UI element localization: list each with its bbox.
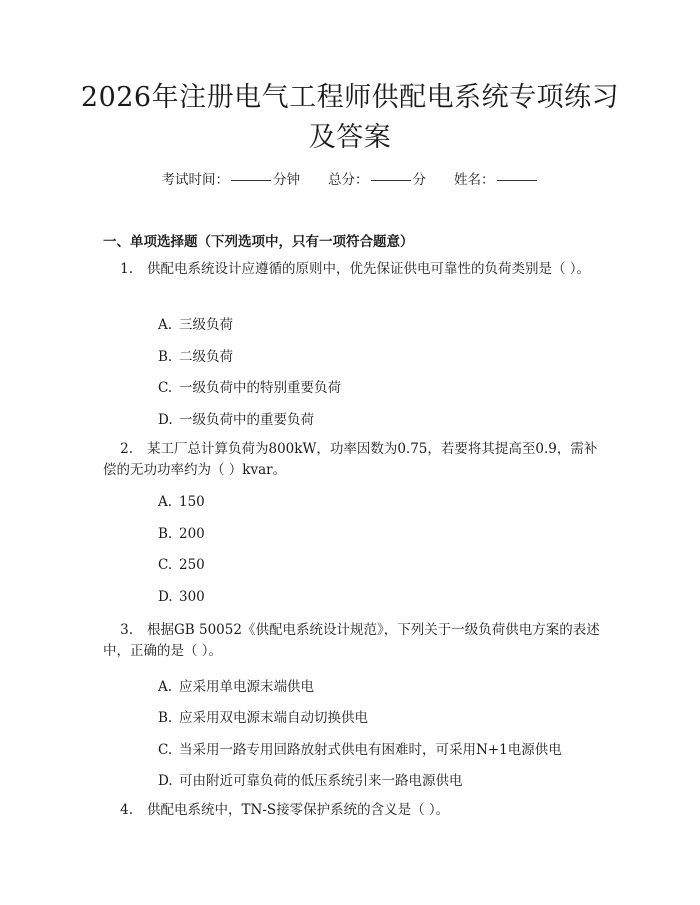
document-title <box>80 78 620 158</box>
student-name-blank <box>497 180 537 181</box>
question-3-option-a <box>158 675 314 695</box>
total-score-unit: 分 <box>412 172 426 188</box>
title-line-2: 及答案 <box>308 122 392 153</box>
option-letter: B. <box>158 526 173 542</box>
option-text: 200 <box>179 526 205 542</box>
option-text: 应采用双电源末端自动切换供电 <box>179 710 368 726</box>
option-letter: D. <box>158 773 173 789</box>
question-number: 3. <box>120 622 133 638</box>
option-text: 二级负荷 <box>179 349 233 365</box>
question-number: 2. <box>120 441 133 457</box>
option-letter: B. <box>158 710 173 726</box>
option-text: 150 <box>179 494 205 510</box>
exam-time-unit: 分钟 <box>273 172 300 188</box>
total-score <box>328 168 426 188</box>
section-heading: 一、单项选择题（下列选项中，只有一项符合题意） <box>103 234 414 250</box>
question-1-option-c <box>158 376 341 396</box>
question-3-option-b <box>158 706 368 726</box>
option-letter: C. <box>158 742 173 758</box>
option-text: 300 <box>179 589 205 605</box>
question-text: 根据GB 50052《供配电系统设计规范》，下列关于一级负荷供电方案的表述中，正确的是（ ）。 <box>103 622 600 659</box>
exam-time-label: 考试时间： <box>161 172 229 188</box>
option-text: 三级负荷 <box>179 317 233 333</box>
option-letter: A. <box>158 317 173 333</box>
student-name-label: 姓名： <box>454 172 495 188</box>
option-letter: D. <box>158 412 173 428</box>
exam-time <box>162 168 301 188</box>
question-2-option-c <box>158 557 205 573</box>
option-letter: C. <box>158 380 173 396</box>
question-1 <box>103 259 600 280</box>
question-1-option-d <box>158 408 314 428</box>
question-text: 供配电系统中，TN-S接零保护系统的含义是（ ）。 <box>147 802 450 818</box>
total-score-label: 总分： <box>328 172 369 188</box>
total-score-blank <box>371 180 411 181</box>
question-1-option-b <box>158 345 233 365</box>
question-2-option-a <box>158 494 205 510</box>
option-text: 一级负荷中的重要负荷 <box>179 412 314 428</box>
option-letter: A. <box>158 679 173 695</box>
question-3 <box>103 620 600 662</box>
option-letter: C. <box>158 557 173 573</box>
question-3-option-c <box>158 738 562 758</box>
question-2-option-d <box>158 589 205 605</box>
exam-time-blank <box>231 180 271 181</box>
option-letter: B. <box>158 349 173 365</box>
option-text: 250 <box>179 557 205 573</box>
question-number: 1. <box>120 261 133 277</box>
option-text: 当采用一路专用回路放射式供电有困难时，可采用N+1电源供电 <box>179 742 562 758</box>
question-1-option-a <box>158 313 233 333</box>
title-line-1: 2026年注册电气工程师供配电系统专项练习 <box>80 82 620 113</box>
student-name <box>454 168 539 188</box>
question-2-option-b <box>158 526 205 542</box>
question-text: 供配电系统设计应遵循的原则中，优先保证供电可靠性的负荷类别是（ ）。 <box>147 261 591 277</box>
question-2 <box>103 439 600 481</box>
option-letter: A. <box>158 494 173 510</box>
exam-meta <box>0 168 700 188</box>
option-text: 一级负荷中的特别重要负荷 <box>179 380 341 396</box>
question-number: 4. <box>120 802 133 818</box>
option-text: 可由附近可靠负荷的低压系统引来一路电源供电 <box>179 773 463 789</box>
option-letter: D. <box>158 589 173 605</box>
question-text: 某工厂总计算负荷为800kW，功率因数为0.75，若要将其提高至0.9，需补偿的无功功率约为（ ）kvar。 <box>103 441 598 478</box>
question-3-option-d <box>158 769 463 789</box>
option-text: 应采用单电源末端供电 <box>179 679 314 695</box>
question-4 <box>103 800 600 821</box>
